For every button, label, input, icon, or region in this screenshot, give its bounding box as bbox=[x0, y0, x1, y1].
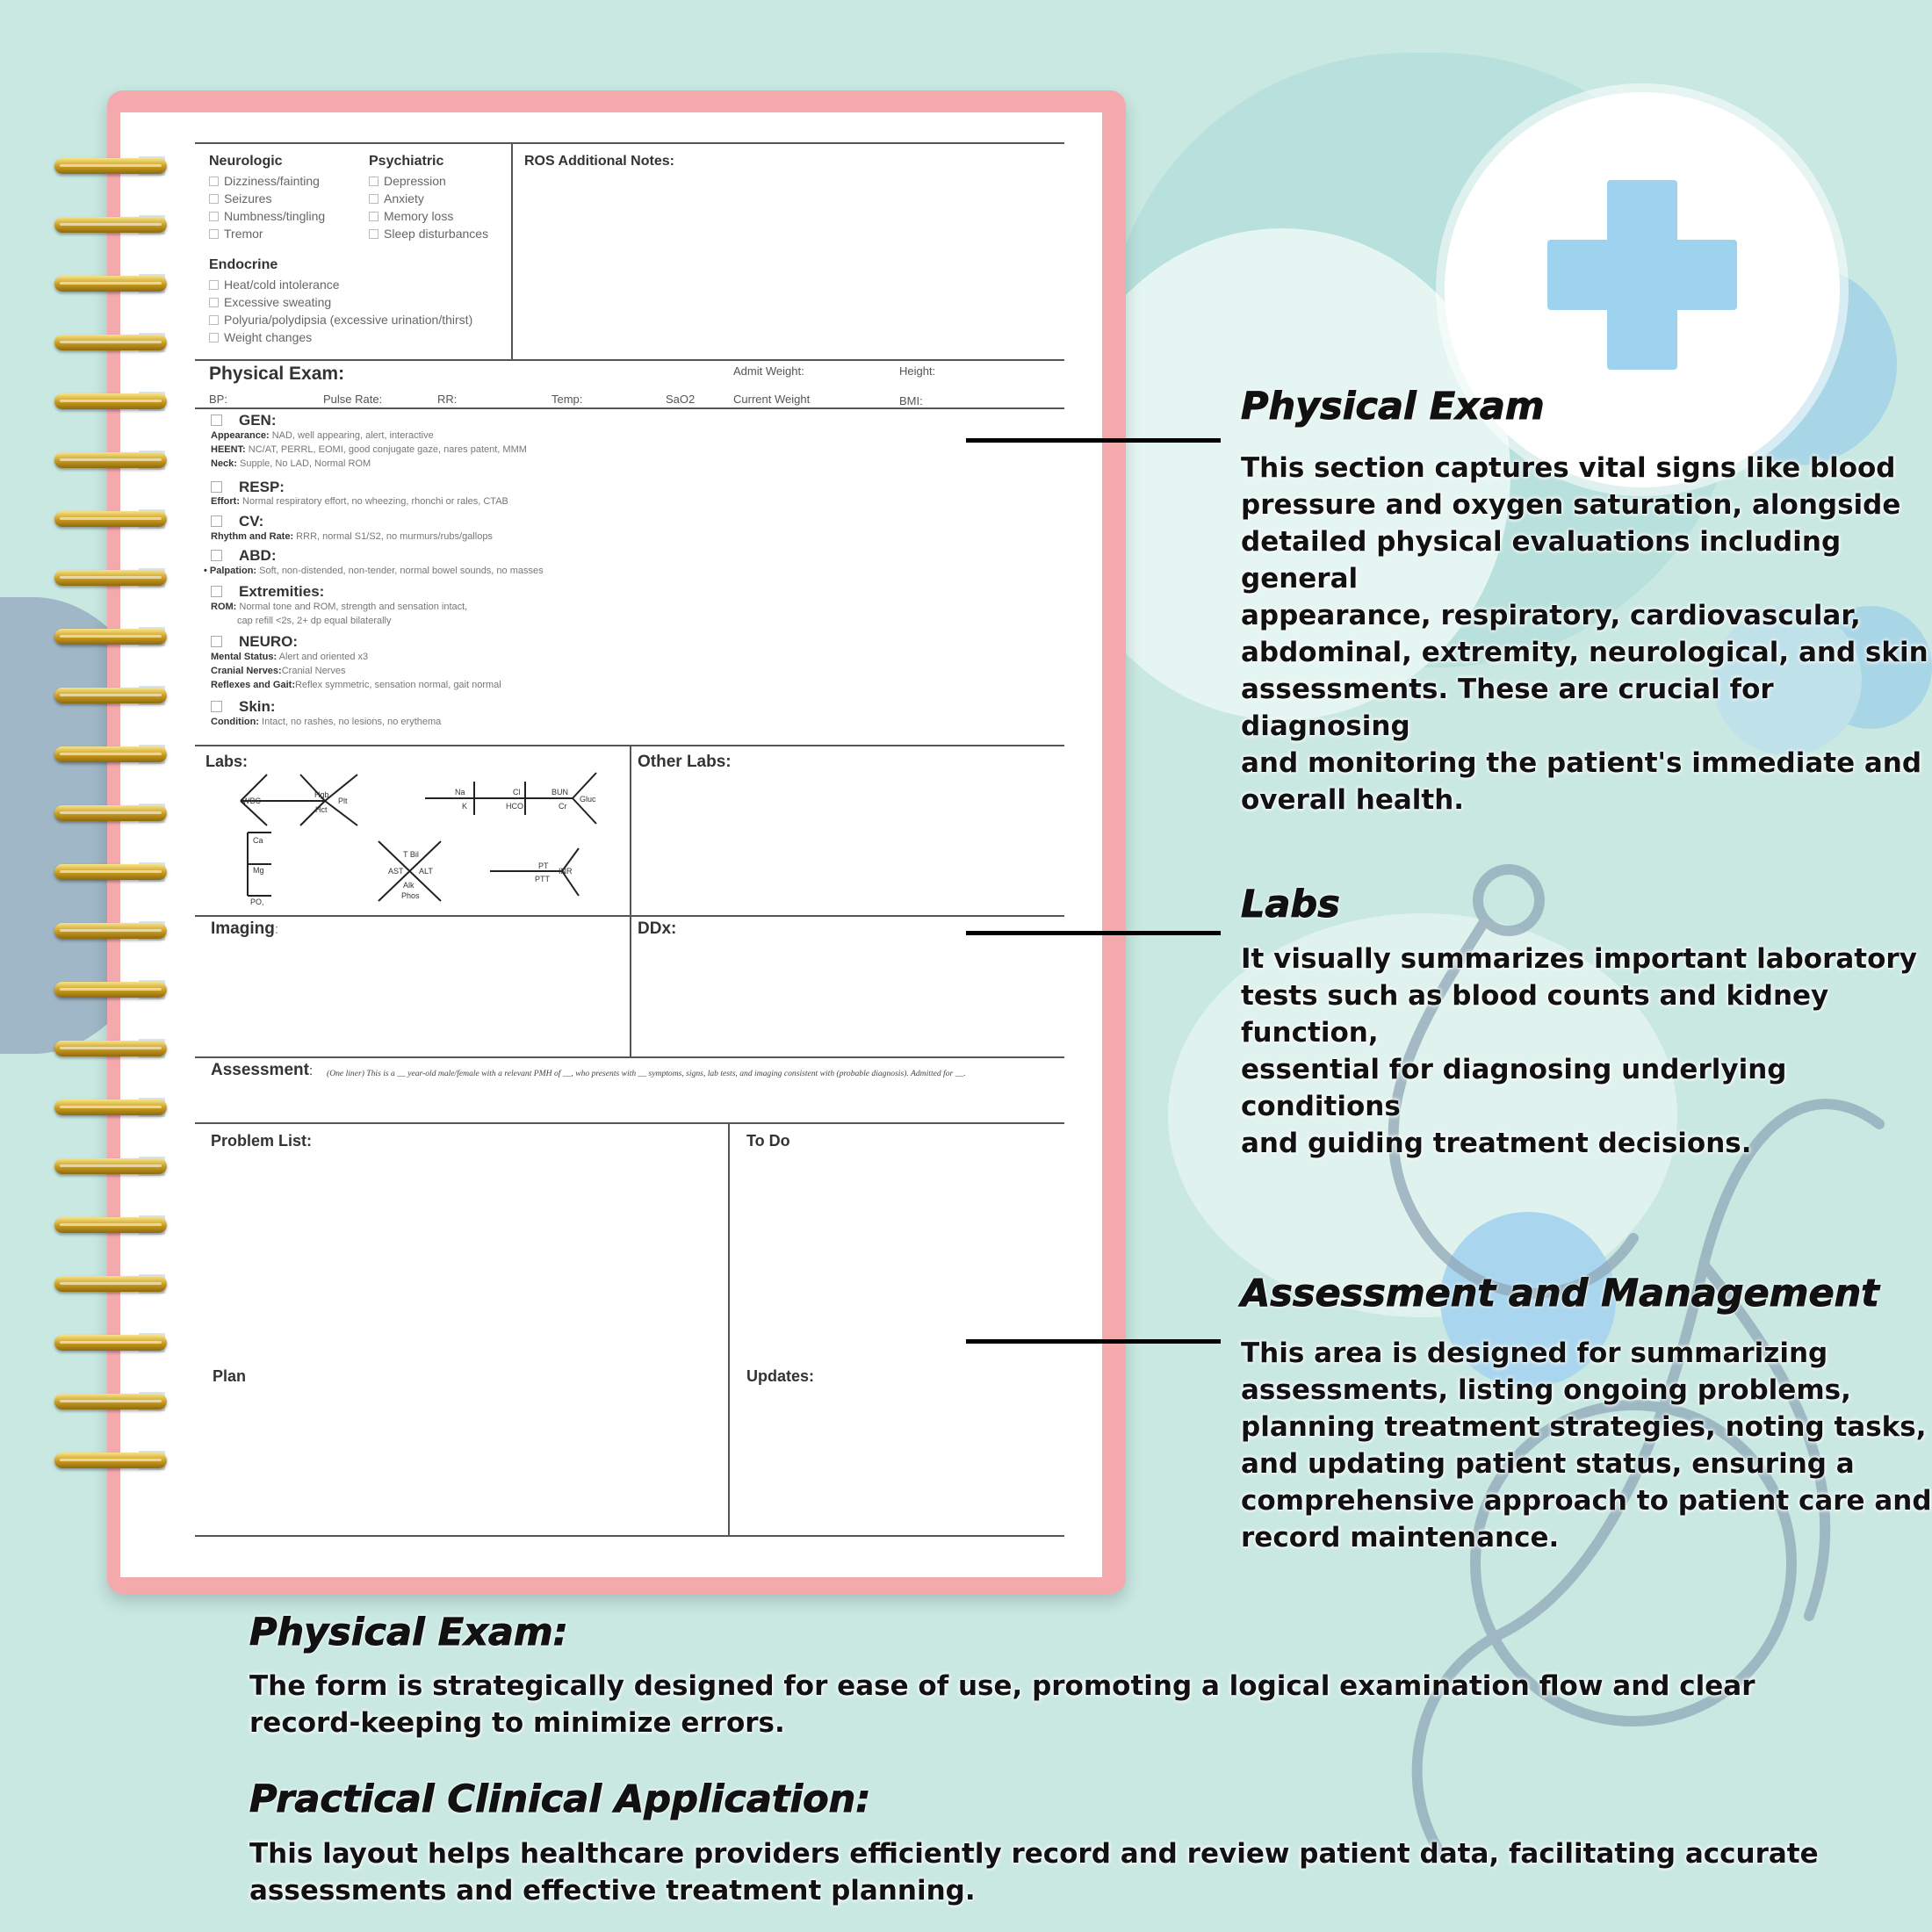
height-label: Height: bbox=[899, 364, 936, 378]
bottom-clinical-text: This layout helps healthcare providers efficiently record and review patient data, facilitating accurate assessments and effective treatment planning. bbox=[249, 1838, 1819, 1907]
rule bbox=[511, 142, 513, 360]
ddx-title: DDx: bbox=[638, 919, 677, 938]
exam-detail: Rhythm and Rate: RRR, normal S1/S2, no murmurs/rubs/gallops bbox=[211, 531, 493, 542]
lab-label: PO, bbox=[250, 898, 264, 906]
ros-neurologic-title: Neurologic bbox=[209, 154, 283, 169]
lab-label: INR bbox=[559, 867, 573, 876]
vital-rr: RR: bbox=[437, 393, 458, 406]
rule bbox=[195, 359, 1064, 361]
exam-detail: HEENT: NC/AT, PERRL, EOMI, good conjugate gaze, nares patent, MMM bbox=[211, 444, 527, 455]
exam-detail: Condition: Intact, no rashes, no lesions, no erythema bbox=[211, 717, 442, 727]
lab-label: Cl bbox=[513, 788, 521, 797]
physical-exam-title: Physical Exam: bbox=[209, 364, 345, 384]
rule bbox=[728, 1122, 730, 1537]
exam-detail: ROM: Normal tone and ROM, strength and sensation intact, bbox=[211, 602, 468, 612]
ros-item: Dizziness/fainting bbox=[209, 174, 320, 188]
ros-item: Polyuria/polydipsia (excessive urination/thirst) bbox=[209, 313, 472, 327]
annotation-labs-title: Labs bbox=[1241, 883, 1340, 926]
lab-label: Alk bbox=[403, 881, 415, 890]
spiral-ring bbox=[54, 688, 167, 703]
annotation-labs-text: It visually summarizes important laboratory tests such as blood counts and kidney function, essential for diagnosing underlying conditions and guiding treatment decisions. bbox=[1241, 943, 1917, 1159]
exam-detail: • Palpation: Soft, non-distended, non-tender, normal bowel sounds, no masses bbox=[204, 566, 544, 576]
spiral-ring bbox=[54, 629, 167, 645]
annotation-assessment-text: This area is designed for summarizing assessments, listing ongoing problems, planning treatment strategies, noting tasks, and updating patient status, ensuring a comprehensive approach to patient care and record maintenance. bbox=[1241, 1337, 1932, 1554]
rule bbox=[195, 915, 1064, 917]
connector-line bbox=[966, 1339, 1221, 1344]
admit-weight-label: Admit Weight: bbox=[733, 364, 804, 378]
ros-notes-label: ROS Additional Notes: bbox=[524, 154, 674, 169]
vital-sao2: SaO2 bbox=[666, 393, 696, 406]
spiral-ring bbox=[54, 158, 167, 174]
ros-item: Weight changes bbox=[209, 330, 312, 344]
lab-label: WBC bbox=[242, 797, 261, 805]
assessment-title: Assessment: bbox=[211, 1061, 314, 1079]
spiral-ring bbox=[54, 1335, 167, 1351]
lab-label: Ca bbox=[253, 836, 263, 845]
annotation-physical-exam-title: Physical Exam bbox=[1241, 385, 1545, 429]
spiral-ring bbox=[54, 1217, 167, 1233]
annotation-assessment-title: Assessment and Management bbox=[1241, 1272, 1879, 1316]
exam-detail: Effort: Normal respiratory effort, no wheezing, rhonchi or rales, CTAB bbox=[211, 496, 508, 507]
spiral-ring bbox=[54, 1158, 167, 1174]
assessment-template: (One liner) This is a __ year-old male/female with a relevant PMH of __, who presents with __ symptoms, signs, lab tests, and imaging consistent with (probable diagnosis). Admitted for __. bbox=[327, 1069, 966, 1078]
exam-extremities: Extremities: bbox=[211, 583, 324, 601]
spiral-ring bbox=[54, 923, 167, 939]
bmi-label: BMI: bbox=[899, 394, 923, 407]
problem-list-title: Problem List: bbox=[211, 1132, 313, 1150]
ros-item: Anxiety bbox=[369, 191, 424, 205]
connector-line bbox=[966, 438, 1221, 443]
vital-bp: BP: bbox=[209, 393, 227, 406]
ros-item: Heat/cold intolerance bbox=[209, 278, 340, 292]
rule bbox=[630, 745, 631, 1056]
lab-label: Plt bbox=[338, 797, 348, 805]
lab-label: K bbox=[462, 802, 468, 811]
ros-item: Numbness/tingling bbox=[209, 209, 325, 223]
bottom-clinical-title: Practical Clinical Application: bbox=[249, 1777, 871, 1821]
exam-detail: Reflexes and Gait:Reflex symmetric, sensation normal, gait normal bbox=[211, 680, 501, 690]
lab-label: AST bbox=[388, 867, 404, 876]
rule bbox=[195, 1122, 1064, 1124]
ros-item: Sleep disturbances bbox=[369, 227, 488, 241]
spiral-ring bbox=[54, 452, 167, 468]
spiral-ring bbox=[54, 1099, 167, 1115]
bottom-physical-exam-text: The form is strategically designed for ease of use, promoting a logical examination flow and clear record-keeping to minimize errors. bbox=[249, 1670, 1755, 1739]
ros-item: Excessive sweating bbox=[209, 295, 331, 309]
rule bbox=[195, 142, 1064, 144]
connector-line bbox=[966, 931, 1221, 935]
exam-neuro: NEURO: bbox=[211, 633, 298, 651]
spiral-ring bbox=[54, 1394, 167, 1409]
spiral-ring bbox=[54, 217, 167, 233]
exam-detail: cap refill <2s, 2+ dp equal bilaterally bbox=[237, 616, 392, 626]
ros-psychiatric-title: Psychiatric bbox=[369, 154, 444, 169]
ros-item: Depression bbox=[369, 174, 446, 188]
spiral-ring bbox=[54, 982, 167, 998]
exam-skin: Skin: bbox=[211, 698, 276, 716]
ros-item: Seizures bbox=[209, 191, 271, 205]
ros-item: Memory loss bbox=[369, 209, 453, 223]
spiral-ring bbox=[54, 335, 167, 350]
spiral-ring bbox=[54, 1453, 167, 1468]
exam-abd: ABD: bbox=[211, 547, 277, 565]
lab-label: PT bbox=[538, 861, 549, 870]
vital-pulse: Pulse Rate: bbox=[323, 393, 383, 406]
lab-label: Hgb bbox=[314, 790, 329, 799]
rule bbox=[195, 407, 1064, 409]
lab-label: PTT bbox=[535, 875, 550, 883]
lab-label: Hct bbox=[315, 805, 328, 814]
todo-title: To Do bbox=[746, 1132, 790, 1150]
exam-detail: Neck: Supple, No LAD, Normal ROM bbox=[211, 458, 371, 469]
lab-label: T Bil bbox=[403, 850, 419, 859]
rule bbox=[195, 1535, 1064, 1537]
lab-label: HCO bbox=[506, 802, 523, 811]
spiral-ring bbox=[54, 864, 167, 880]
labs-title: Labs: bbox=[205, 753, 249, 770]
other-labs-title: Other Labs: bbox=[638, 753, 732, 771]
spiral-ring bbox=[54, 276, 167, 292]
exam-cv: CV: bbox=[211, 513, 263, 530]
spiral-ring bbox=[54, 511, 167, 527]
bottom-physical-exam-title: Physical Exam: bbox=[249, 1611, 568, 1654]
imaging-title: Imaging: bbox=[211, 919, 279, 938]
exam-detail: Mental Status: Alert and oriented x3 bbox=[211, 652, 369, 662]
ros-endocrine-title: Endocrine bbox=[209, 257, 278, 272]
spiral-ring bbox=[54, 1041, 167, 1056]
lab-label: BUN bbox=[551, 788, 569, 797]
lab-label: Gluc bbox=[580, 795, 596, 804]
lab-label: ALT bbox=[419, 867, 433, 876]
exam-detail: Cranial Nerves:Cranial Nerves bbox=[211, 666, 346, 676]
lab-label: Cr bbox=[559, 802, 567, 811]
lab-label: Phos bbox=[401, 891, 420, 900]
lab-label: Mg bbox=[253, 866, 264, 875]
plan-title: Plan bbox=[213, 1367, 247, 1385]
updates-title: Updates: bbox=[746, 1367, 815, 1385]
annotation-physical-exam-text: This section captures vital signs like blood pressure and oxygen saturation, alongside detailed physical evaluations including general appearance, respiratory, cardiovascular, abdominal, extremity, neurological, and skin assessments. These are crucial for diagnosing and monitoring the patient's immediate and overall health. bbox=[1241, 452, 1928, 816]
spiral-ring bbox=[54, 746, 167, 762]
spiral-ring bbox=[54, 570, 167, 586]
spiral-ring bbox=[54, 1276, 167, 1292]
rule bbox=[195, 1056, 1064, 1058]
ros-item: Tremor bbox=[209, 227, 263, 241]
exam-resp: RESP: bbox=[211, 479, 285, 496]
spiral-ring bbox=[54, 805, 167, 821]
spiral-ring bbox=[54, 393, 167, 409]
exam-gen: GEN: bbox=[211, 412, 277, 429]
exam-detail: Appearance: NAD, well appearing, alert, interactive bbox=[211, 430, 434, 441]
lab-label: Na bbox=[455, 788, 465, 797]
vital-temp: Temp: bbox=[551, 393, 583, 406]
current-weight-label: Current Weight bbox=[733, 393, 811, 406]
